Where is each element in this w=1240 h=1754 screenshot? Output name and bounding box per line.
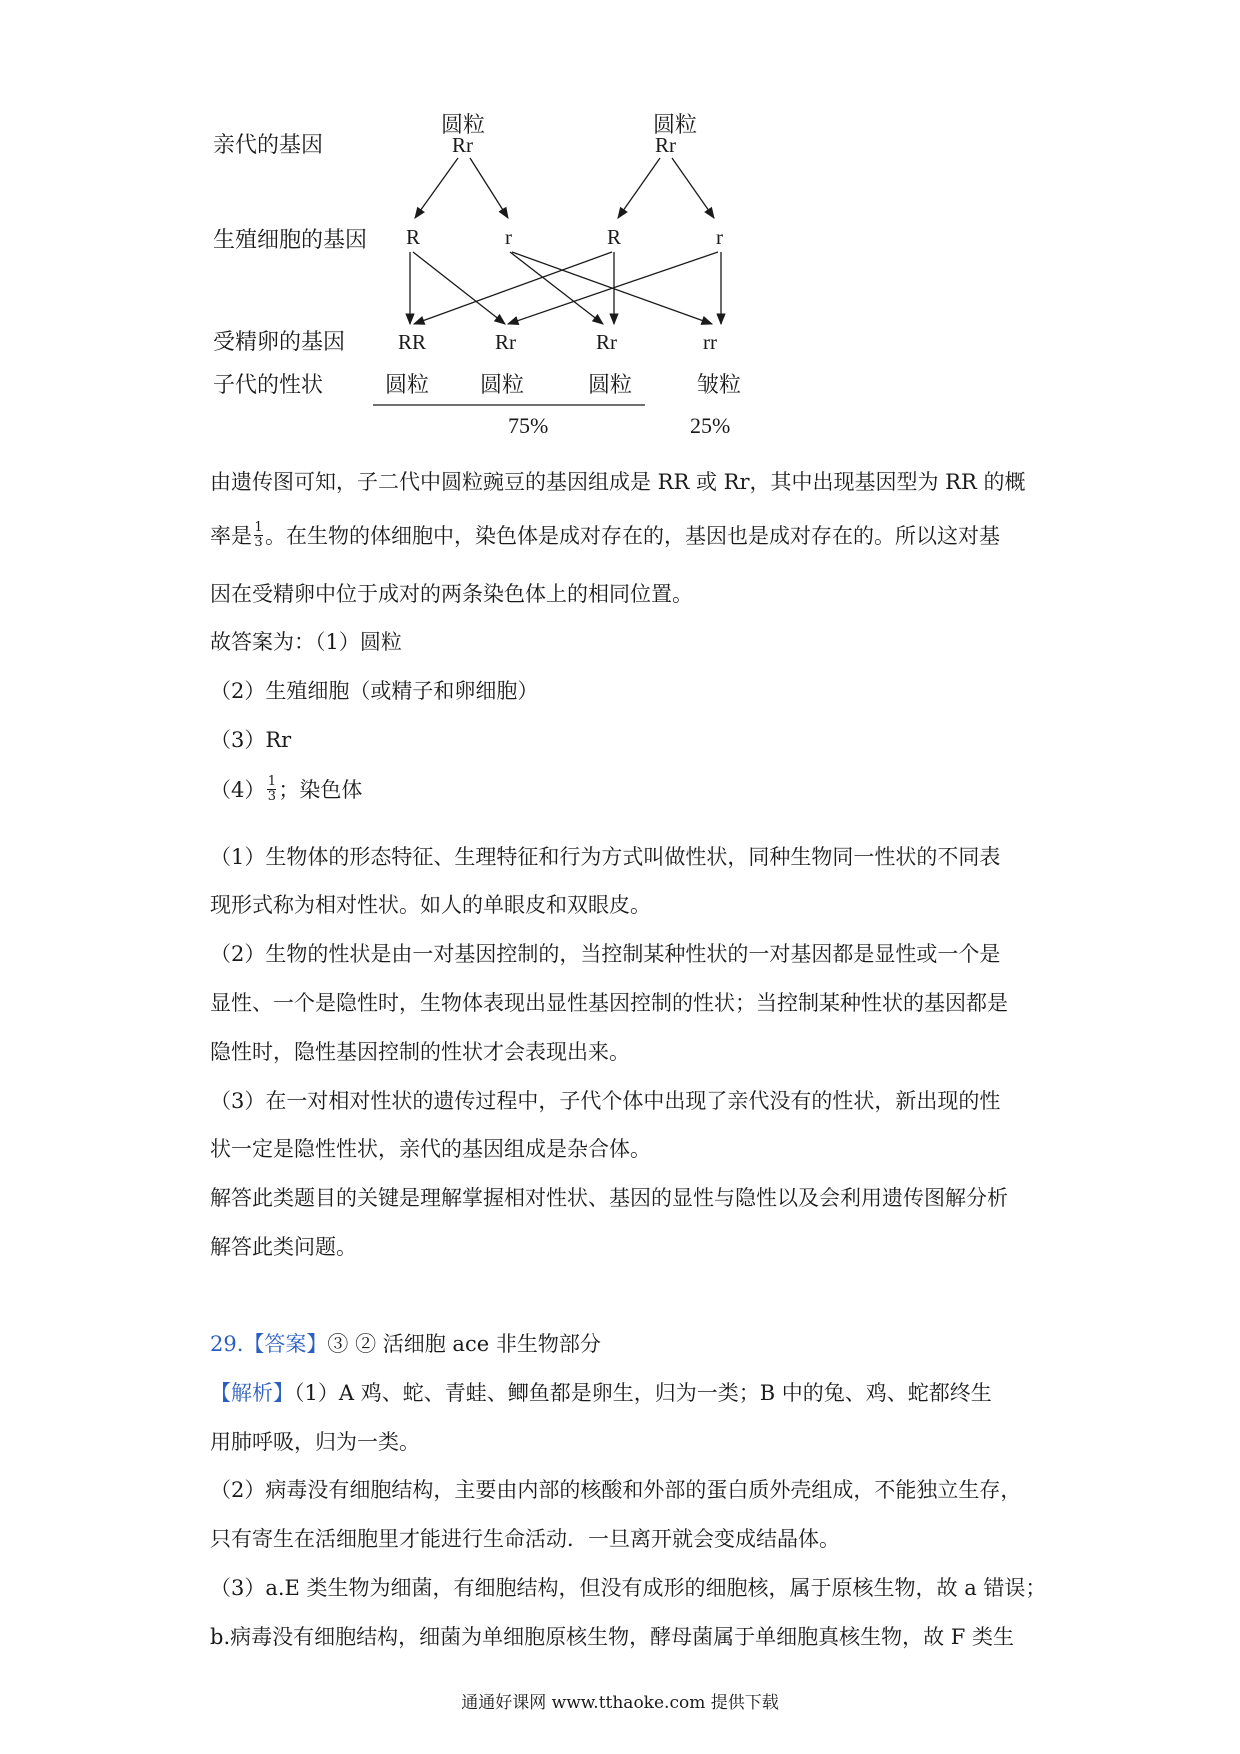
row-label-offspring-traits: 子代的性状: [213, 373, 324, 398]
row-label-zygote-genes: 受精卵的基因: [213, 330, 346, 355]
q29-answer-line: [210, 1328, 601, 1358]
offspring-trait-3: 圆粒: [588, 373, 633, 398]
q29-answer: ③ ② 活细胞 ace 非生物部分: [327, 1332, 601, 1356]
para1-line2-end: 。在生物的体细胞中，染色体是成对存在的，基因也是成对存在的。所以这对基: [265, 524, 1000, 548]
answer-4-suffix: ；染色体: [278, 778, 363, 802]
arrow-p1-to-g1: [415, 158, 458, 218]
offspring-trait-4: 皱粒: [697, 373, 742, 398]
arrow-p2-to-g3: [618, 158, 660, 218]
arrow-g4-to-z2: [508, 252, 718, 324]
fraction-one-third: [254, 522, 263, 549]
gamete-1: R: [406, 225, 421, 249]
explanation-1-line2: 现形式称为相对性状。如人的单眼皮和双眼皮。: [210, 893, 651, 917]
offspring-trait-2: 圆粒: [480, 373, 525, 398]
arrow-p1-to-g2: [470, 158, 508, 218]
analysis-1-line1: （1）A 鸡、蛇、青蛙、鲫鱼都是卵生，归为一类；B 中的兔、鸡、蛇都终生: [294, 1381, 992, 1405]
analysis-3-line2: b.病毒没有细胞结构，细菌为单细胞原核生物，酵母菌属于单细胞真核生物，故 F 类生: [210, 1625, 1015, 1649]
offspring-trait-1: 圆粒: [385, 373, 430, 398]
arrow-g1-to-z2: [413, 252, 505, 324]
answer-3: （3）Rr: [210, 728, 292, 752]
gamete-4: r: [716, 225, 723, 249]
analysis-tag: 【解析】: [210, 1381, 294, 1405]
parent-1-genotype: Rr: [452, 133, 473, 157]
zygote-3: Rr: [596, 330, 617, 354]
zygote-4: rr: [703, 330, 717, 354]
gamete-2: r: [505, 225, 512, 249]
zygote-1: RR: [398, 330, 427, 354]
q29-number: 29.: [210, 1332, 244, 1356]
para1-line1: 由遗传图可知，子二代中圆粒豌豆的基因组成是 RR 或 Rr，其中出现基因型为 RR 的概: [210, 470, 1026, 494]
para1-line2-start: 率是: [210, 524, 252, 548]
answer-1: 故答案为：（1）圆粒: [210, 630, 402, 654]
explanation-1-line1: （1）生物体的形态特征、生理特征和行为方式叫做性状，同种生物同一性状的不同表: [210, 845, 1001, 869]
answer-2: （2）生殖细胞（或精子和卵细胞）: [210, 679, 539, 703]
arrow-g3-to-z1: [414, 252, 612, 324]
parent-1-phenotype: 圆粒: [441, 113, 486, 138]
parent-2-phenotype: 圆粒: [653, 113, 698, 138]
answer-4-prefix: （4）: [210, 778, 266, 802]
fraction-one-third-2: [267, 776, 276, 803]
fraction-denominator-2: 3: [267, 789, 277, 804]
para1-line3: 因在受精卵中位于成对的两条染色体上的相同位置。: [210, 582, 693, 606]
q29-analysis-line1: [210, 1377, 992, 1407]
analysis-2-line1: （2）病毒没有细胞结构，主要由内部的核酸和外部的蛋白质外壳组成，不能独立生存，: [210, 1478, 1022, 1502]
explanation-3-line1: （3）在一对相对性状的遗传过程中，子代个体中出现了亲代没有的性状，新出现的性: [210, 1089, 1001, 1113]
explanation-2-line3: 隐性时，隐性基因控制的性状才会表现出来。: [210, 1040, 630, 1064]
explanation-3-line2: 状一定是隐性性状，亲代的基因组成是杂合体。: [210, 1137, 651, 1161]
answer-4: [210, 774, 362, 805]
arrow-g2-to-z3: [510, 252, 603, 324]
para1-line2: [210, 520, 1000, 551]
row-label-parent-genes: 亲代的基因: [213, 133, 324, 158]
ratio-dominant: 75%: [508, 413, 549, 438]
key-point-line1: 解答此类题目的关键是理解掌握相对性状、基因的显性与隐性以及会利用遗传图解分析: [210, 1186, 1008, 1210]
analysis-3-line1: （3）a.E 类生物为细菌，有细胞结构，但没有成形的细胞核，属于原核生物，故 a 错误；: [210, 1576, 1047, 1600]
fraction-numerator-2: 1: [267, 774, 277, 789]
fraction-numerator: 1: [254, 520, 263, 535]
explanation-2-line2: 显性、一个是隐性时，生物体表现出显性基因控制的性状；当控制某种性状的基因都是: [210, 991, 1008, 1015]
explanation-2-line1: （2）生物的性状是由一对基因控制的，当控制某种性状的一对基因都是显性或一个是: [210, 942, 1001, 966]
gamete-3: R: [607, 225, 622, 249]
diagram-arrows: [0, 0, 1240, 460]
parent-2-genotype: Rr: [655, 133, 676, 157]
fraction-denominator: 3: [254, 535, 263, 550]
key-point-line2: 解答此类问题。: [210, 1235, 357, 1259]
arrow-p2-to-g4: [672, 158, 714, 218]
ratio-recessive: 25%: [690, 413, 731, 438]
page-footer: 通通好课网 www.tthaoke.com 提供下载: [461, 1693, 779, 1713]
zygote-2: Rr: [495, 330, 516, 354]
q29-answer-tag: 【答案】: [243, 1332, 328, 1356]
analysis-2-line2: 只有寄生在活细胞里才能进行生命活动．一旦离开就会变成结晶体。: [210, 1527, 840, 1551]
row-label-gamete-genes: 生殖细胞的基因: [213, 228, 368, 253]
analysis-1-line2: 用肺呼吸，归为一类。: [210, 1430, 420, 1454]
